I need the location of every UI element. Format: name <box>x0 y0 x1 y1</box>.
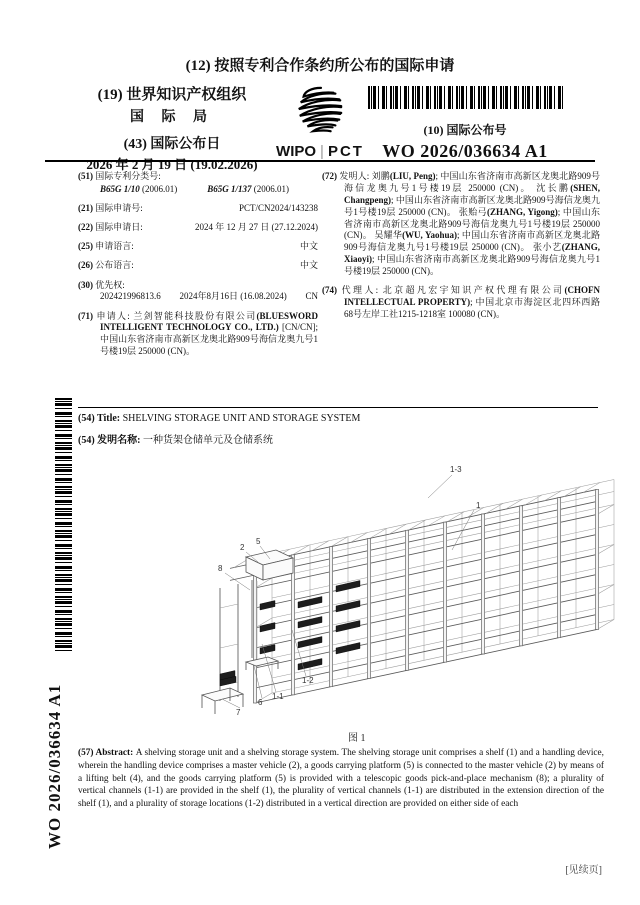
pub-no: WO 2026/036634 A1 <box>382 141 548 161</box>
priority-date: 2024年8月16日 (16.08.2024) <box>179 291 287 302</box>
figure-label-1-2: 1-2 <box>302 676 314 685</box>
publication-language-value: 中文 <box>299 260 318 271</box>
field-applicant: (71) 申请人: 兰剑智能科技股份有限公司(BLUESWORD INTELLIGENT TECHNOLOGY CO., LTD.) [CN/CN]; 中国山东省济南市高新区龙奥北路909号海信龙奥九号1号楼19层 250000 (CN)。 <box>78 310 318 356</box>
shelving-rack-figure <box>200 458 624 750</box>
wipo-logo-block <box>268 84 372 160</box>
figure-1-drawing <box>200 458 624 750</box>
priority-country: CN <box>305 291 318 302</box>
field-publication-language: (26) 公布语言: 中文 <box>78 260 318 271</box>
figure-label-8: 8 <box>218 564 223 573</box>
figure-label-6: 6 <box>258 698 263 707</box>
figure-caption: 图 1 <box>348 733 366 744</box>
filing-language-value: 中文 <box>299 241 318 252</box>
title-chinese: (54) 发明名称: 一种货架仓储单元及仓储系统 <box>78 435 273 446</box>
barcode-horizontal-icon <box>368 86 563 109</box>
filing-date-value: 2024 年 12 月 27 日 (27.12.2024) <box>195 222 318 233</box>
ipc-code-1: B65G 1/10 (2006.01) <box>100 183 178 194</box>
bibliographic-right-column <box>322 171 600 328</box>
pub-no-label: (10) 国际公布号 <box>423 123 507 137</box>
field-filing-language: (25) 申请语言: 中文 <box>78 241 318 252</box>
field-application-number: (21) 国际申请号: PCT/CN2024/143238 <box>78 202 318 213</box>
barcode-vertical-icon <box>55 398 72 654</box>
figure-label-2: 2 <box>240 543 245 552</box>
ipc-code-2: B65G 1/137 (2006.01) <box>207 183 290 194</box>
field-priority-data <box>78 291 318 303</box>
abstract-paragraph: (57) Abstract: A shelving storage unit and a shelving storage system. The shelving storage unit comprises a shelf (1) and a handling device, wherein the handling device comprises a master vehicle (2), a goods carrying platform (5) is connected to the master vehicle (2) by means of a lifting belt (4), and the goods carrying platform (5) is provided with a telescopic goods pick-and-place mechanism (8); a plurality of vertical channels (1-1) are provided in the shelf (1), the plurality of vertical channels (1-1) are distributed in the extension direction of the shelf (1), and a plurality of storage locations (1-2) distributed in a vertical direction are provided on either side of each <box>78 748 604 810</box>
sidebar-publication-number: WO 2026/036634 A1 <box>45 683 64 849</box>
org-bureau: 国 际 局 <box>130 109 214 125</box>
figure-label-1-1: 1-1 <box>272 692 284 701</box>
pub-date: 2026 年 2 月 19 日 (19.02.2026) <box>86 156 258 172</box>
wipo-pct-wordmark <box>268 143 372 160</box>
field-priority-label: (30) 优先权: <box>78 279 125 290</box>
wipo-text: WIPO <box>276 143 317 160</box>
publication-number-block <box>366 86 564 162</box>
title-divider <box>78 407 598 408</box>
header-divider <box>45 160 595 162</box>
figure-label-5: 5 <box>256 537 261 546</box>
field-filing-date: (22) 国际申请日: 2024 年 12 月 27 日 (27.12.2024) <box>78 222 318 233</box>
title-english: (54) Title: SHELVING STORAGE UNIT AND STORAGE SYSTEM <box>78 413 361 424</box>
pct-text: PCT <box>327 143 364 160</box>
field-inventors: (72) 发明人: 刘鹏(LIU, Peng); 中国山东省济南市高新区龙奥北路909号海信龙奥九号1号楼19层 250000 (CN)。 沈长鹏(SHEN, Changpeng); 中国山东省济南市高新区龙奥北路909号海信龙奥九号1号楼19层 250000 (CN)。 张贻弓(ZHANG, Yigong); 中国山东省济南市高新区龙奥北路909号海信龙奥九号1号楼19层 250000 (CN)。 吴耀华(WU, Yaohua); 中国山东省济南市高新区龙奥北路909号海信龙奥九号1号楼19层 250000 (CN)。 张小艺(ZHANG, Xiaoyi); 中国山东省济南市高新区龙奥北路909号海信龙奥九号1号楼19层 250000 (CN)。 <box>322 171 600 276</box>
publication-type-line: (12) 按照专利合作条约所公布的国际申请 <box>185 58 455 74</box>
wipo-globe-icon <box>291 84 349 136</box>
priority-number: 202421996813.6 <box>100 291 161 302</box>
logo-divider: | <box>320 143 324 160</box>
field-ipc-codes <box>78 184 318 196</box>
org-name: (19) 世界知识产权组织 <box>97 87 247 103</box>
field-ipc-label: (51) 国际专利分类号: <box>78 171 161 181</box>
figure-label-1-3: 1-3 <box>450 465 462 474</box>
bibliographic-left-column <box>78 171 318 364</box>
field-agent: (74) 代理人: 北京超凡宏宇知识产权代理有限公司(CHOFN INTELLECTUAL PROPERTY); 中国北京市海淀区北四环西路68号左岸工社1215-1218室 100080 (CN)。 <box>322 284 600 319</box>
figure-label-7: 7 <box>236 708 241 717</box>
continued-on-next-page-note: [见续页] <box>565 865 602 876</box>
figure-label-1: 1 <box>476 501 481 510</box>
pub-date-label: (43) 国际公布日 <box>123 136 221 152</box>
application-number-value: PCT/CN2024/143238 <box>238 202 318 213</box>
